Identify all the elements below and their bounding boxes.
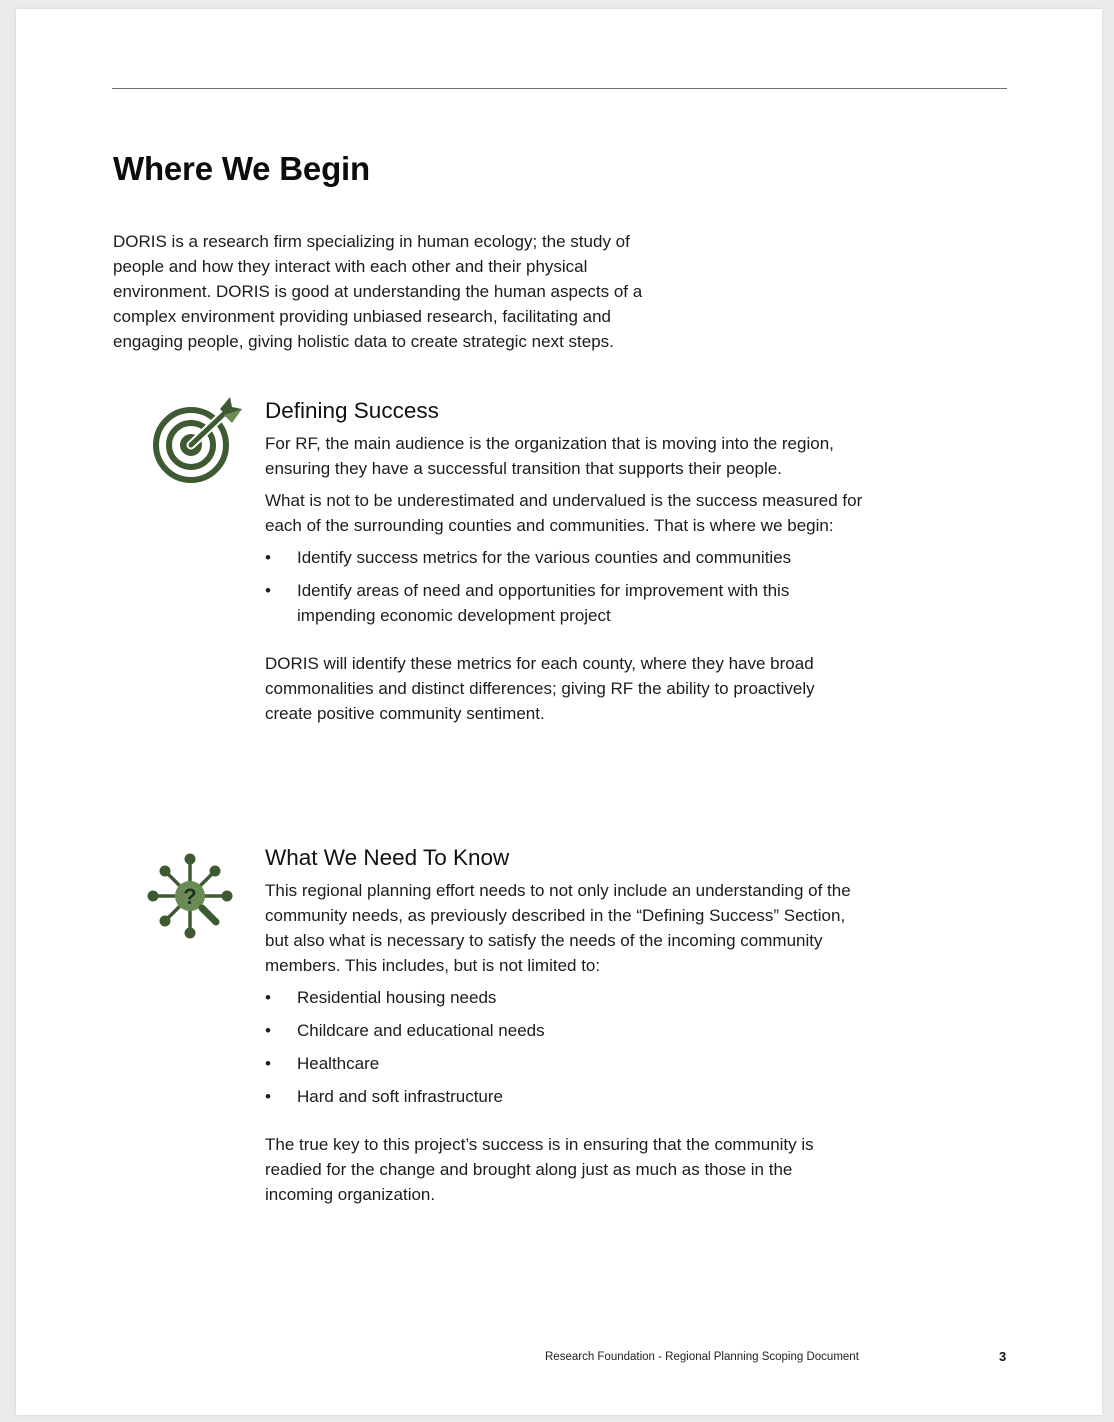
list-item xyxy=(265,578,865,628)
target-icon xyxy=(150,395,244,489)
bullet-glyph: • xyxy=(265,581,271,600)
section-paragraph: For RF, the main audience is the organization that is moving into the region, ensuring they have a successful transition that supports their people. xyxy=(265,434,834,478)
list-item xyxy=(265,985,865,1010)
header-rule xyxy=(112,88,1007,89)
list-item-text: Childcare and educational needs xyxy=(297,1021,545,1040)
list-item-text: Residential housing needs xyxy=(297,988,497,1007)
list-item xyxy=(265,545,865,570)
document-page xyxy=(16,9,1102,1415)
section-what-we-need-to-know xyxy=(265,843,865,1214)
list-item xyxy=(265,1084,865,1109)
list-item-text: Identify areas of need and opportunities for improvement with this impending economic development project xyxy=(297,581,790,625)
list-item xyxy=(265,1051,865,1076)
list-item xyxy=(265,1018,865,1043)
footer-document-title: Research Foundation - Regional Planning Scoping Document xyxy=(545,1351,859,1363)
list-item-text: Identify success metrics for the various counties and communities xyxy=(297,548,792,567)
svg-text:?: ? xyxy=(183,884,197,909)
list-item-text: Healthcare xyxy=(297,1054,380,1073)
section-paragraph: What is not to be underestimated and undervalued is the success measured for each of the surrounding counties and communities. That is where we begin: xyxy=(265,491,863,535)
bullet-list xyxy=(265,985,865,1109)
section-paragraph: This regional planning effort needs to not only include an understanding of the community needs, as previously described in the “Defining Success” Section, but also what is necessary to satisfy the needs of the incoming community members. This includes, but is not limited to: xyxy=(265,881,851,975)
section-heading: What We Need To Know xyxy=(265,845,510,870)
bullet-list xyxy=(265,545,865,628)
bullet-glyph: • xyxy=(265,988,271,1007)
page-number: 3 xyxy=(999,1349,1007,1364)
page-title: Where We Begin xyxy=(113,150,370,187)
section-closing: DORIS will identify these metrics for each county, where they have broad commonalities and distinct differences; giving RF the ability to proactively create positive community sentiment. xyxy=(265,654,815,723)
section-defining-success xyxy=(265,396,865,733)
section-closing: The true key to this project’s success is in ensuring that the community is readied for the change and brought along just as much as those in the incoming organization. xyxy=(265,1135,814,1204)
question-network-icon xyxy=(143,849,237,943)
section-heading: Defining Success xyxy=(265,398,439,423)
bullet-glyph: • xyxy=(265,1087,271,1106)
list-item-text: Hard and soft infrastructure xyxy=(297,1087,503,1106)
bullet-glyph: • xyxy=(265,1021,271,1040)
bullet-glyph: • xyxy=(265,548,271,567)
bullet-glyph: • xyxy=(265,1054,271,1073)
intro-paragraph: DORIS is a research firm specializing in human ecology; the study of people and how they interact with each other and their physical environment. DORIS is good at understanding the human aspects of a complex environment providing unbiased research, facilitating and engaging people, giving holistic data to create strategic next steps. xyxy=(113,232,643,351)
